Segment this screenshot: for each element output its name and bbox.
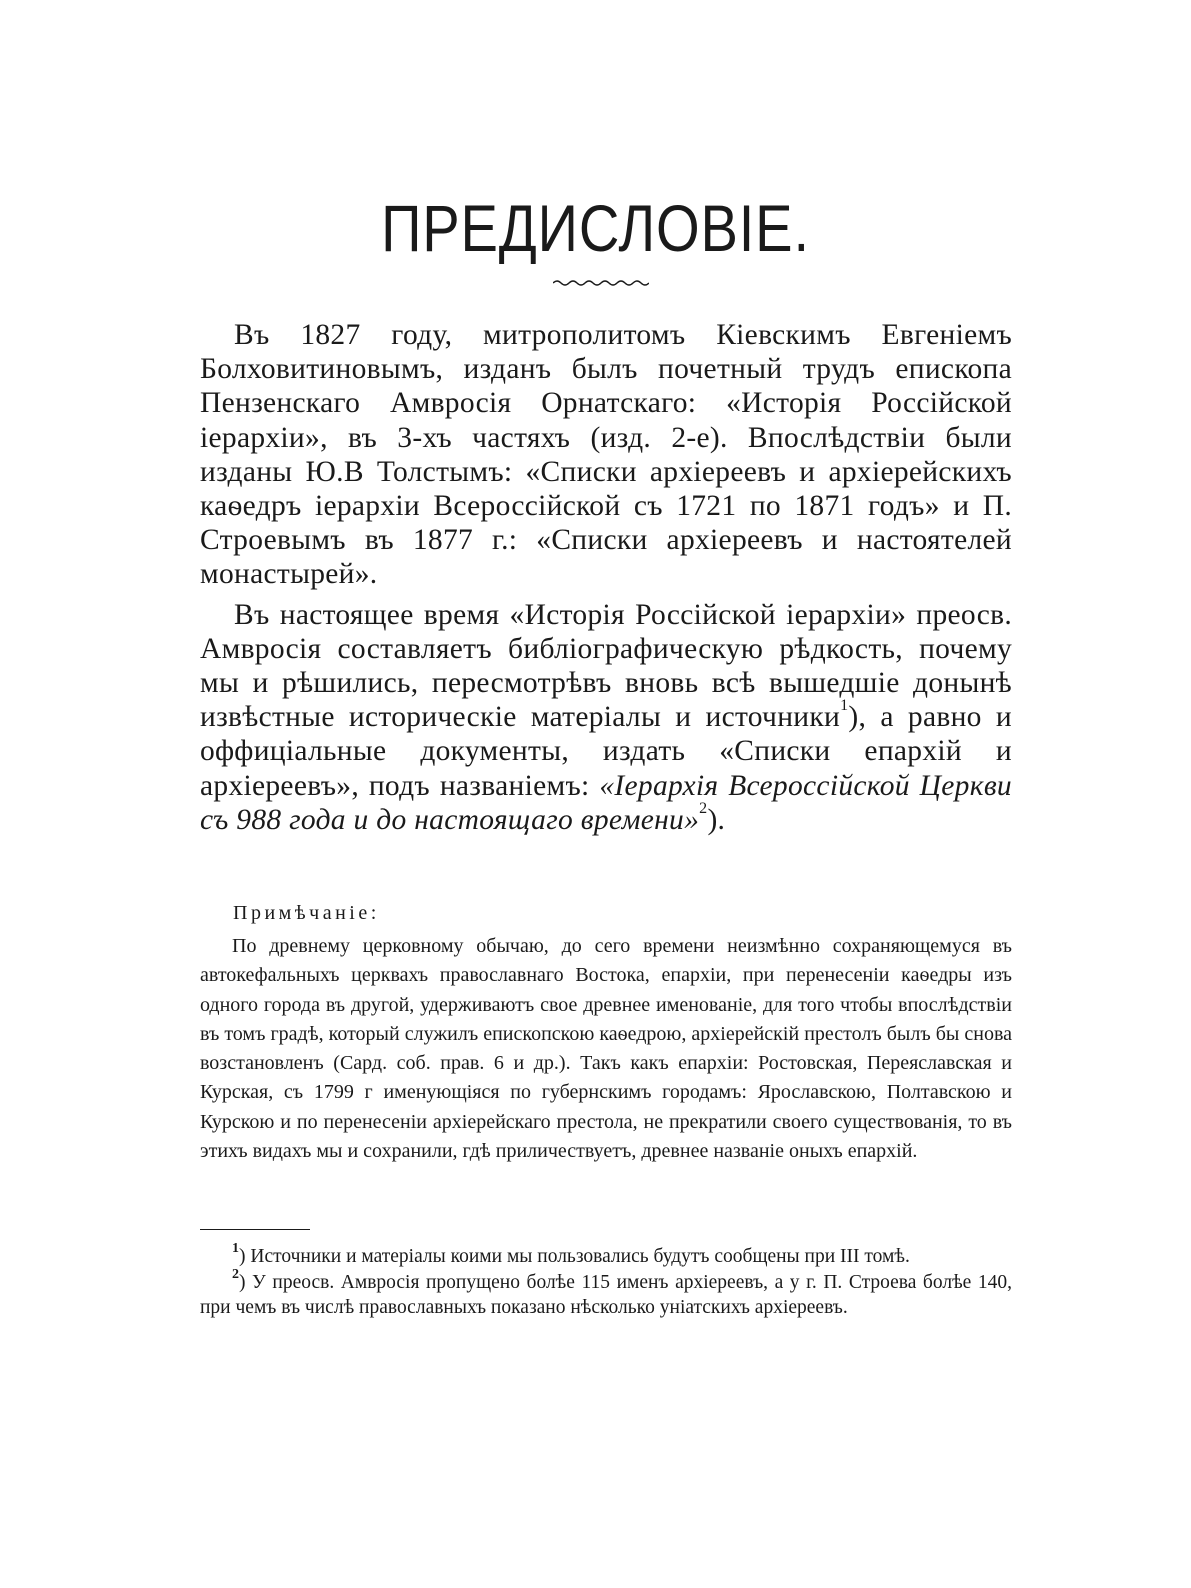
footnotes xyxy=(200,1241,1012,1321)
footnote-ref-1: 1 xyxy=(840,697,849,715)
footnote-text: ) Источники и матеріалы коими мы пользовались будутъ сообщены при III томѣ. xyxy=(239,1246,910,1267)
footnote-marker: 2 xyxy=(232,1266,239,1282)
paragraph-2-text: Въ настоящее время «Исторія Россійской іерархіи» преосв. Амвросія составляетъ библіографическую рѣдкость, почему мы и рѣшились, пересмотрѣвъ вновь всѣ вышедшіе донынѣ извѣстные историческіе матеріалы и источники xyxy=(200,598,1012,734)
paragraph-1: Въ 1827 году, митрополитомъ Кіевскимъ Евгеніемъ Болховитиновымъ, изданъ былъ почетный трудъ епископа Пензенскаго Амвросія Орнатскаго: «Исторія Россійской іерархіи», въ 3-хъ частяхъ (изд. 2-е). Впослѣдствіи были изданы Ю.В Толстымъ: «Списки архіереевъ и архіерейскихъ каѳедръ іерархіи Всероссійской съ 1721 по 1871 годъ» и П. Строевымъ въ 1877 г.: «Списки архіереевъ и настоятелей монастырей». xyxy=(200,319,1012,591)
title-ornament-icon xyxy=(553,277,649,289)
paragraph-2-text-cont: ), а равно и оффиціальные документы, издать «Списки епархій и архіереевъ», подъ названіемъ: xyxy=(200,701,1012,802)
footnote-ref-2: 2 xyxy=(699,799,708,817)
footnote-2 xyxy=(200,1266,1012,1321)
paragraph-2 xyxy=(200,598,1012,837)
footnote-divider xyxy=(200,1229,310,1230)
book-title-italic: «Іерархія Всероссійской Церкви съ 988 года и до настоящаго времени» xyxy=(200,769,1012,836)
footnote-text: ) У преосв. Амвросія пропущено болѣе 115 именъ архіереевъ, а у г. П. Строева болѣе 140, при чемъ въ числѣ православныхъ показано нѣсколько уніатскихъ архіереевъ. xyxy=(200,1271,1012,1318)
page-title: ПРЕДИСЛОВІЕ. xyxy=(381,191,810,265)
note-text: По древнему церковному обычаю, до сего времени неизмѣнно сохраняющемуся въ автокефальныхъ церквахъ православнаго Востока, епархіи, при перенесеніи каѳедры изъ одного города въ другой, удерживаютъ свое древнее именованіе, для того чтобы впослѣдствіи въ томъ градѣ, который служилъ епископскою каѳедрою, архіерейскій престолъ былъ бы снова возстановленъ (Сард. соб. прав. 6 и др.). Такъ какъ епархіи: Ростовская, Переяславская и Курская, съ 1799 г именующіяся по губернскимъ городамъ: Ярославскою, Полтавскою и Курскою и по перенесеніи архіерейскаго престола, не прекратили своего существованія, то въ этихъ видахъ мы и сохранили, гдѣ приличествуетъ, древнее названіе оныхъ епархій. xyxy=(200,935,1012,1163)
footnote-marker: 1 xyxy=(232,1241,239,1256)
note-heading: Примѣчаніе: xyxy=(233,902,380,924)
preface-body xyxy=(200,318,1012,837)
footnote-1 xyxy=(200,1241,1012,1270)
paragraph-2-end: ). xyxy=(707,803,726,836)
